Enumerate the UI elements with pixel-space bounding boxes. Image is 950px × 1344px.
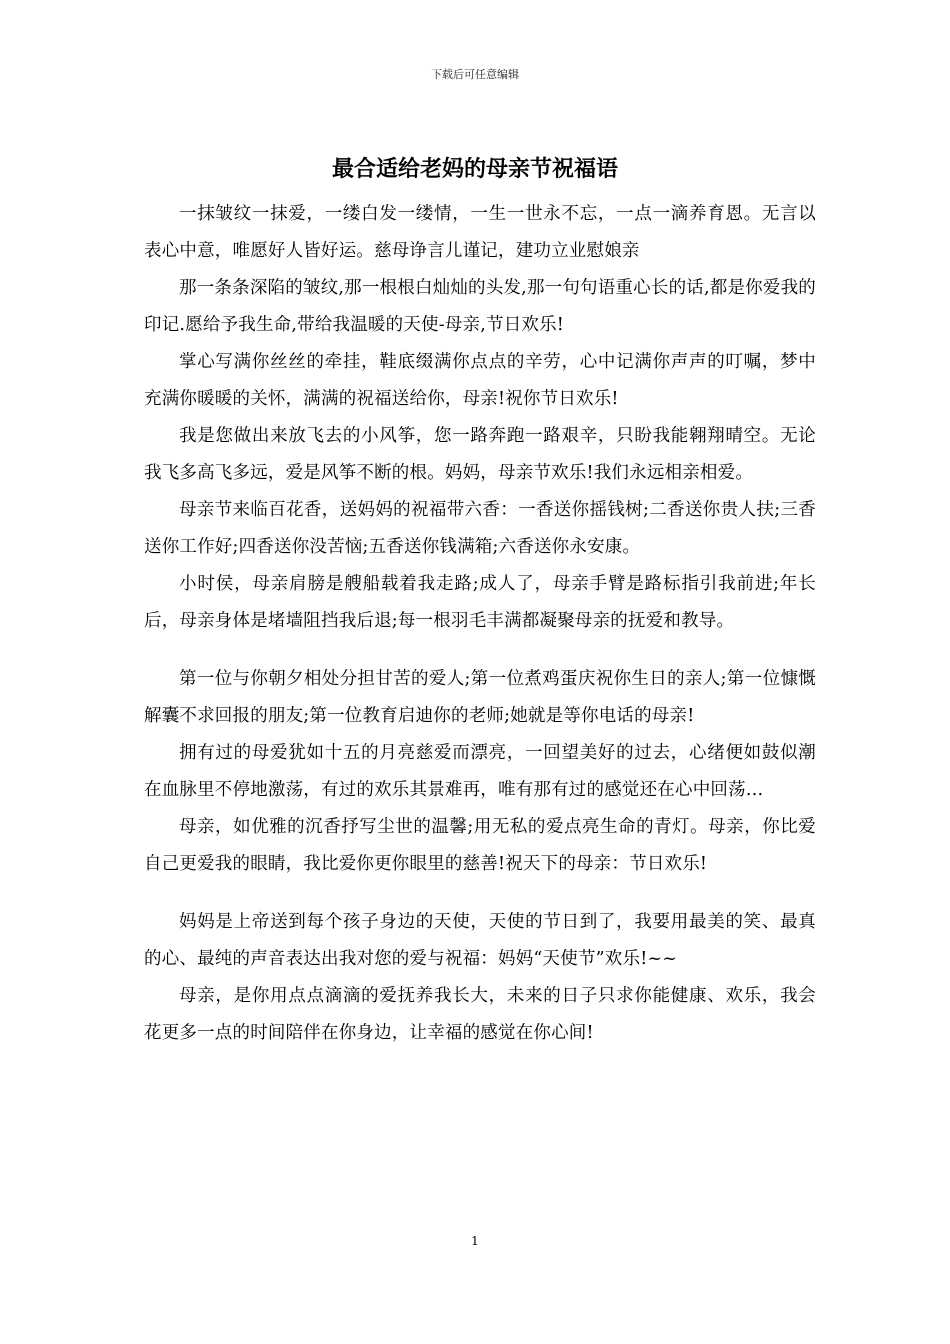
paragraph: 母亲，如优雅的沉香抒写尘世的温馨;用无私的爱点亮生命的青灯。母亲，你比爱自己更爱我的眼睛，我比爱你更你眼里的慈善!祝天下的母亲：节日欢乐! [144,817,816,874]
paragraph: 妈妈是上帝送到每个孩子身边的天使，天使的节日到了，我要用最美的笑、最真的心、最纯的声音表达出我对您的爱与祝福：妈妈“天使节”欢乐!~~ [144,912,816,969]
paragraph: 母亲节来临百花香，送妈妈的祝福带六香：一香送你摇钱树;二香送你贵人扶;三香送你工作好;四香送你没苦恼;五香送你钱满箱;六香送你永安康。 [144,500,816,557]
paragraph: 拥有过的母爱犹如十五的月亮慈爱而漂亮，一回望美好的过去，心绪便如鼓似潮在血脉里不停地激荡，有过的欢乐其景难再，唯有那有过的感觉还在心中回荡… [144,743,816,800]
page-number: 1 [471,1234,479,1248]
paragraph-spacer [144,883,816,904]
paragraph: 小时侯，母亲肩膀是艘船载着我走路;成人了，母亲手臂是路标指引我前进;年长后，母亲身体是堵墙阻挡我后退;每一根羽毛丰满都凝聚母亲的抚爱和教导。 [144,574,816,631]
paragraph: 那一条条深陷的皱纹,那一根根白灿灿的头发,那一句句语重心长的话,都是你爱我的印记.愿给予我生命,带给我温暖的天使-母亲,节日欢乐! [144,278,816,335]
paragraph: 第一位与你朝夕相处分担甘苦的爱人;第一位煮鸡蛋庆祝你生日的亲人;第一位慷慨解囊不求回报的朋友;第一位教育启迪你的老师;她就是等你电话的母亲! [144,669,816,726]
paragraph: 我是您做出来放飞去的小风筝，您一路奔跑一路艰辛，只盼我能翱翔晴空。无论我飞多高飞多远，爱是风筝不断的根。妈妈，母亲节欢乐!我们永远相亲相爱。 [144,426,816,483]
paragraph: 掌心写满你丝丝的牵挂，鞋底缀满你点点的辛劳，心中记满你声声的叮嘱，梦中充满你暖暖的关怀，满满的祝福送给你，母亲!祝你节日欢乐! [144,352,816,409]
paragraph: 一抹皱纹一抹爱，一缕白发一缕情，一生一世永不忘，一点一滴养育恩。无言以表心中意，唯愿好人皆好运。慈母诤言儿谨记，建功立业慰娘亲 [144,204,816,261]
page-header: 下载后可任意编辑 [431,68,519,81]
paragraph: 母亲，是你用点点滴滴的爱抚养我长大，未来的日子只求你能健康、欢乐，我会花更多一点的时间陪伴在你身边，让幸福的感觉在你心间! [144,986,816,1043]
paragraph-spacer [144,640,816,661]
document-body [144,196,816,1052]
document-title: 最合适给老妈的母亲节祝福语 [331,156,618,182]
